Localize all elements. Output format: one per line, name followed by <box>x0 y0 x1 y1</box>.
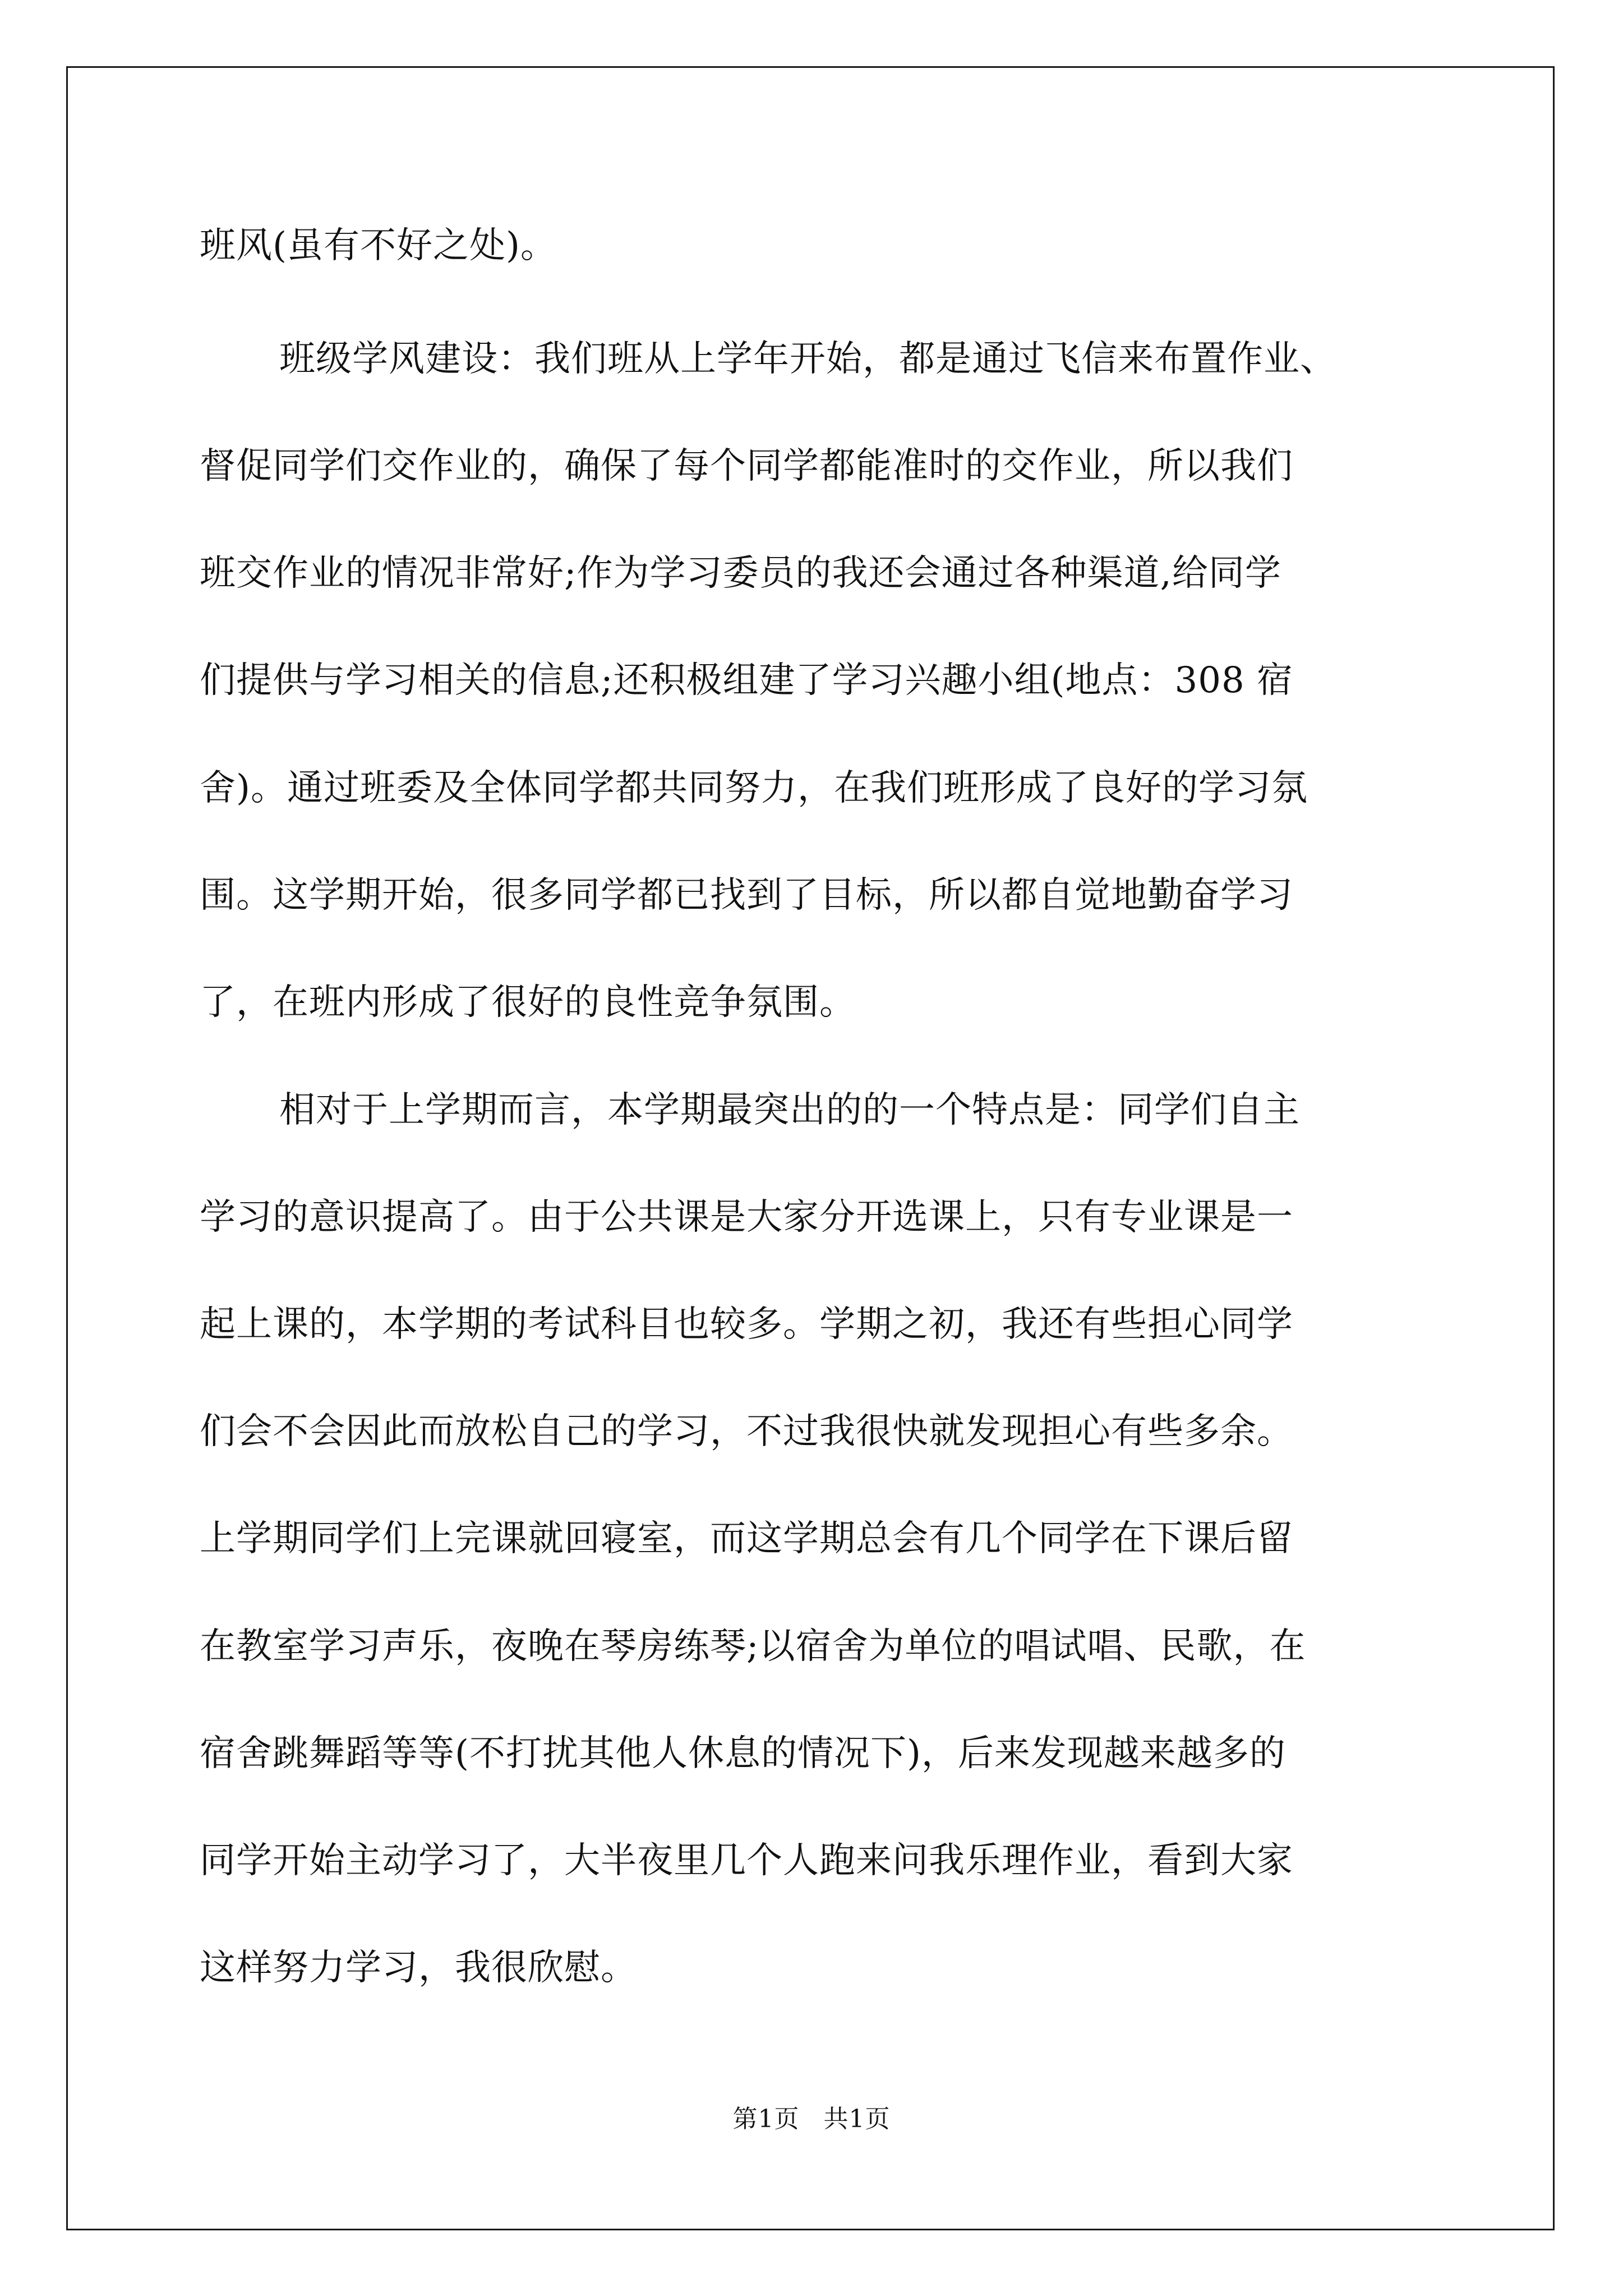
text-line: 在教室学习声乐，夜晚在琴房练琴;以宿舍为单位的唱试唱、民歌，在 <box>200 1626 1306 1667</box>
text-line: 班交作业的情况非常好;作为学习委员的我还会通过各种渠道,给同学 <box>200 553 1281 594</box>
text-line: 同学开始主动学习了，大半夜里几个人跑来问我乐理作业，看到大家 <box>200 1840 1293 1881</box>
text-line: 们提供与学习相关的信息;还积极组建了学习兴趣小组(地点：308 宿 <box>200 660 1294 701</box>
text-line: 学习的意识提高了。由于公共课是大家分开选课上，只有专业课是一 <box>200 1197 1293 1238</box>
page-number-current: 第1页 <box>732 2105 800 2133</box>
text-line: 这样努力学习，我很欣慰。 <box>200 1947 637 1989</box>
text-line: 围。这学期开始，很多同学都已找到了目标，所以都自觉地勤奋学习 <box>200 875 1293 916</box>
text-line: 起上课的，本学期的考试科目也较多。学期之初，我还有些担心同学 <box>200 1304 1293 1345</box>
paragraph-first-line: 班级学风建设：我们班从上学年开始，都是通过飞信来布置作业、 <box>279 338 1336 380</box>
page-number-total: 共1页 <box>823 2105 891 2133</box>
text-line: 班风(虽有不好之处)。 <box>200 225 557 266</box>
text-line: 上学期同学们上完课就回寝室，而这学期总会有几个同学在下课后留 <box>200 1518 1293 1559</box>
text-line: 了，在班内形成了很好的良性竞争氛围。 <box>200 982 856 1023</box>
page-footer <box>0 2104 1623 2135</box>
paragraph-first-line: 相对于上学期而言，本学期最突出的的一个特点是：同学们自主 <box>279 1089 1300 1131</box>
text-line: 们会不会因此而放松自己的学习，不过我很快就发现担心有些多余。 <box>200 1411 1293 1452</box>
text-line: 督促同学们交作业的，确保了每个同学都能准时的交作业，所以我们 <box>200 445 1293 487</box>
text-line: 舍)。通过班委及全体同学都共同努力，在我们班形成了良好的学习氛 <box>200 767 1308 809</box>
text-line: 宿舍跳舞蹈等等(不打扰其他人休息的情况下)，后来发现越来越多的 <box>200 1733 1286 1774</box>
page-border <box>66 66 1555 2230</box>
